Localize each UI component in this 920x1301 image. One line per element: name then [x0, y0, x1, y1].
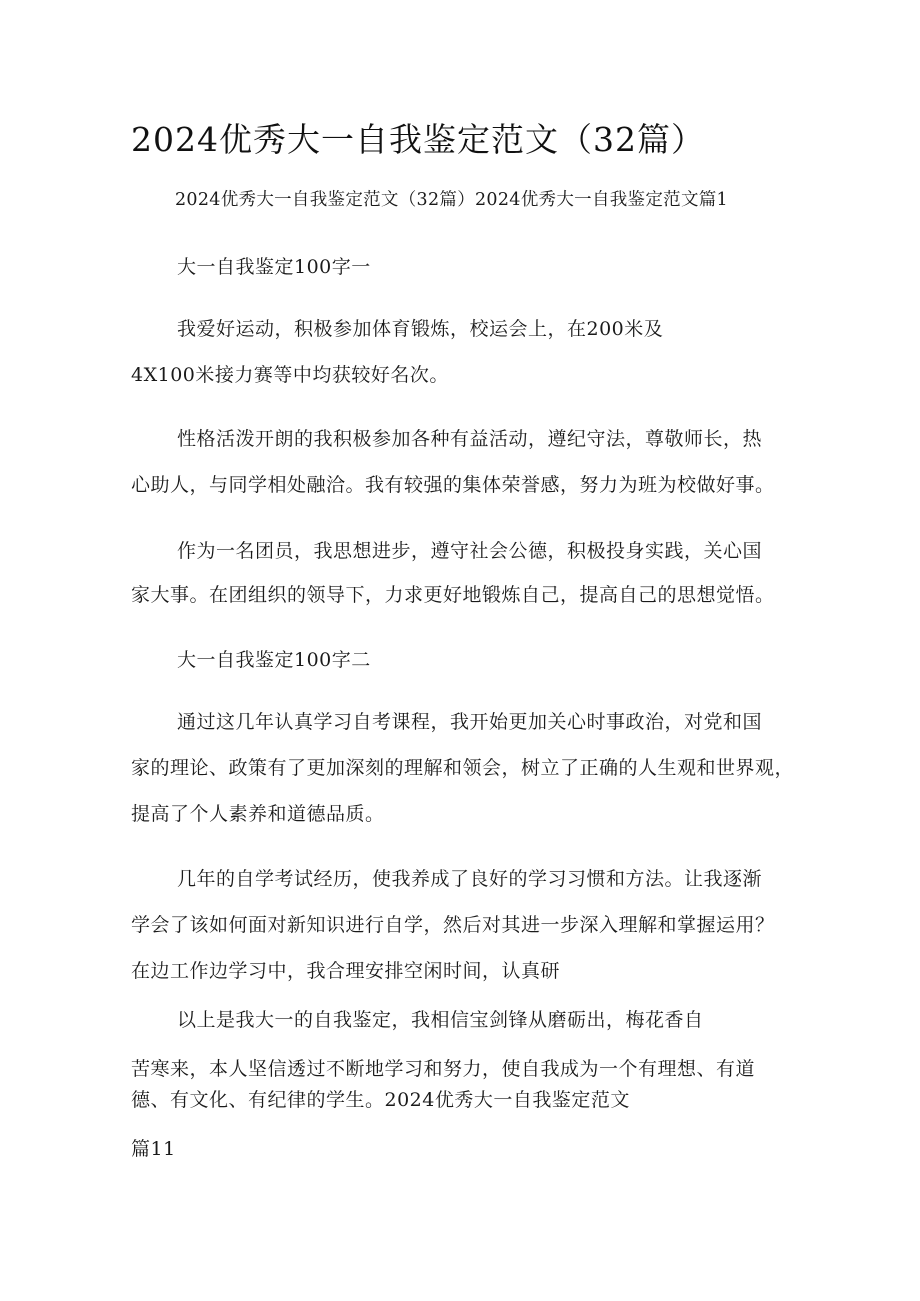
section-heading-2: 大一自我鉴定100字二 [177, 649, 371, 671]
paragraph-6-line-2: 苦寒来，本人坚信透过不断地学习和努力，使自我成为一个有理想、有道 [131, 1058, 756, 1080]
paragraph-1-line-1: 我爱好运动，积极参加体育锻炼，校运会上，在200米及 [177, 318, 664, 340]
paragraph-2-line-1: 性格活泼开朗的我积极参加各种有益活动，遵纪守法，尊敬师长，热 [177, 428, 763, 450]
paragraph-5-line-2: 学会了该如何面对新知识进行自学，然后对其进一步深入理解和掌握运用？ [131, 914, 775, 936]
paragraph-3-line-1: 作为一名团员，我思想进步，遵守社会公德，积极投身实践，关心国 [177, 540, 763, 562]
paragraph-4-line-2: 家的理论、政策有了更加深刻的理解和领会，树立了正确的人生观和世界观， [131, 757, 795, 779]
paragraph-3-line-2: 家大事。在团组织的领导下，力求更好地锻炼自己，提高自己的思想觉悟。 [131, 584, 775, 606]
paragraph-2-line-2: 心助人，与同学相处融洽。我有较强的集体荣誉感，努力为班为校做好事。 [131, 474, 775, 496]
paragraph-4-line-3: 提高了个人素养和道德品质。 [131, 803, 385, 825]
document-subtitle: 2024优秀大一自我鉴定范文（32篇）2024优秀大一自我鉴定范文篇1 [175, 190, 728, 210]
paragraph-6-line-1: 以上是我大一的自我鉴定，我相信宝剑锋从磨砺出，梅花香自 [177, 1009, 704, 1031]
paragraph-5-line-1: 几年的自学考试经历，使我养成了良好的学习习惯和方法。让我逐渐 [177, 868, 763, 890]
section-heading-1: 大一自我鉴定100字一 [177, 256, 371, 278]
document-title: 2024优秀大一自我鉴定范文（32篇） [131, 120, 705, 159]
paragraph-1-line-2: 4X100米接力赛等中均获较好名次。 [131, 364, 449, 386]
paragraph-6-line-4: 篇11 [131, 1138, 176, 1160]
paragraph-4-line-1: 通过这几年认真学习自考课程，我开始更加关心时事政治，对党和国 [177, 711, 763, 733]
paragraph-5-line-3: 在边工作边学习中，我合理安排空闲时间，认真研 [131, 960, 561, 982]
paragraph-6-line-3: 德、有文化、有纪律的学生。2024优秀大一自我鉴定范文 [131, 1089, 630, 1111]
